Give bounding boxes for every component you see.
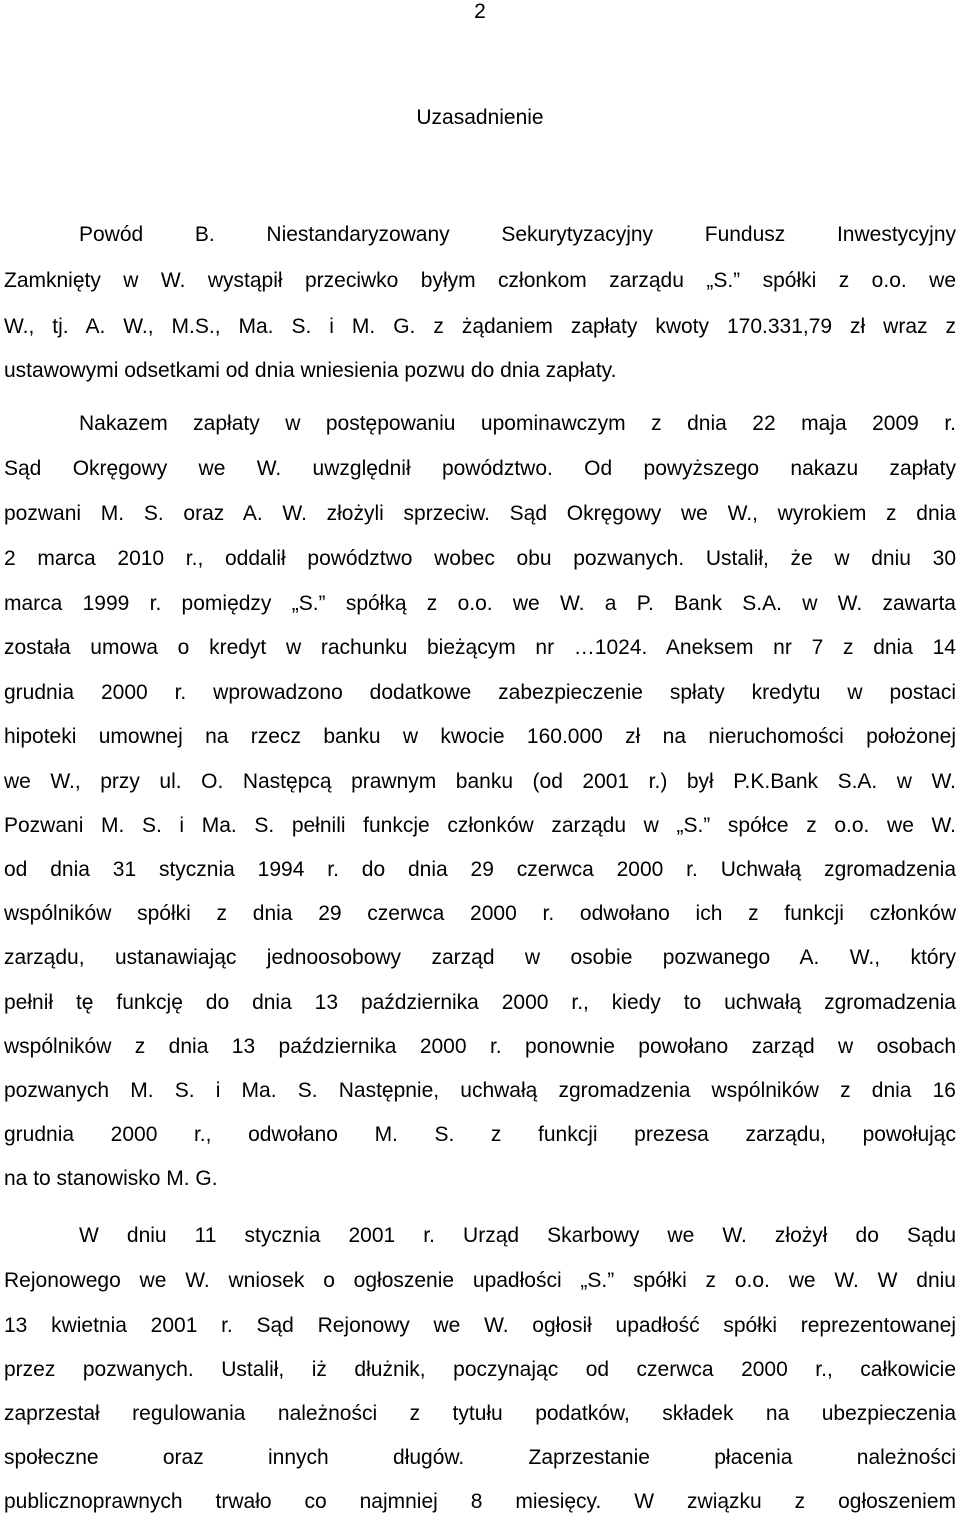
paragraph-2-line-6: została umowa o kredyt w rachunku bieżącym nr …1024. Aneksem nr 7 z dnia 14 — [4, 636, 956, 659]
paragraph-1-line-3: W., tj. A. W., M.S., Ma. S. i M. G. z żądaniem zapłaty kwoty 170.331,79 zł wraz z — [4, 315, 956, 338]
paragraph-2-line-14: pełnił tę funkcję do dnia 13 października 2000 r., kiedy to uchwałą zgromadzenia — [4, 991, 956, 1014]
paragraph-3-line-3: 13 kwietnia 2001 r. Sąd Rejonowy we W. ogłosił upadłość spółki reprezentowanej — [4, 1314, 956, 1337]
paragraph-3-line-5: zaprzestał regulowania należności z tytułu podatków, składek na ubezpieczenia — [4, 1402, 956, 1425]
paragraph-2-line-10: Pozwani M. S. i Ma. S. pełnili funkcje członków zarządu w „S.” spółce z o.o. we W. — [4, 814, 956, 837]
paragraph-1-line-4: ustawowymi odsetkami od dnia wniesienia pozwu do dnia zapłaty. — [4, 359, 617, 382]
paragraph-3-line-2: Rejonowego we W. wniosek o ogłoszenie upadłości „S.” spółki z o.o. we W. W dniu — [4, 1269, 956, 1292]
paragraph-2-line-13: zarządu, ustanawiając jednoosobowy zarząd w osobie pozwanego A. W., który — [4, 946, 956, 969]
paragraph-2-line-15: wspólników z dnia 13 października 2000 r. ponownie powołano zarząd w osobach — [4, 1035, 956, 1058]
paragraph-2-line-18: na to stanowisko M. G. — [4, 1167, 218, 1190]
paragraph-3-line-7: publicznoprawnych trwało co najmniej 8 miesięcy. W związku z ogłoszeniem — [4, 1490, 956, 1513]
paragraph-2-line-16: pozwanych M. S. i Ma. S. Następnie, uchwałą zgromadzenia wspólników z dnia 16 — [4, 1079, 956, 1102]
page-number: 2 — [474, 0, 486, 23]
paragraph-2-line-12: wspólników spółki z dnia 29 czerwca 2000 r. odwołano ich z funkcji członków — [4, 902, 956, 925]
paragraph-2-line-8: hipoteki umownej na rzecz banku w kwocie 160.000 zł na nieruchomości położonej — [4, 725, 956, 748]
paragraph-3-line-1: W dniu 11 stycznia 2001 r. Urząd Skarbowy we W. złożył do Sądu — [79, 1224, 956, 1247]
paragraph-2-line-4: 2 marca 2010 r., oddalił powództwo wobec obu pozwanych. Ustalił, że w dniu 30 — [4, 547, 956, 570]
paragraph-1-line-1: Powód B. Niestandaryzowany Sekurytyzacyjny Fundusz Inwestycyjny — [79, 223, 956, 246]
paragraph-3-line-6: społeczne oraz innych długów. Zaprzestanie płacenia należności — [4, 1446, 956, 1469]
paragraph-2-line-7: grudnia 2000 r. wprowadzono dodatkowe zabezpieczenie spłaty kredytu w postaci — [4, 681, 956, 704]
paragraph-1-line-2: Zamknięty w W. wystąpił przeciwko byłym członkom zarządu „S.” spółki z o.o. we — [4, 269, 956, 292]
paragraph-2-line-1: Nakazem zapłaty w postępowaniu upominawczym z dnia 22 maja 2009 r. — [79, 412, 956, 435]
document-heading: Uzasadnienie — [416, 106, 544, 129]
paragraph-2-line-11: od dnia 31 stycznia 1994 r. do dnia 29 czerwca 2000 r. Uchwałą zgromadzenia — [4, 858, 956, 881]
paragraph-2-line-9: we W., przy ul. O. Następcą prawnym banku (od 2001 r.) był P.K.Bank S.A. w W. — [4, 770, 956, 793]
paragraph-2-line-2: Sąd Okręgowy we W. uwzględnił powództwo. Od powyższego nakazu zapłaty — [4, 457, 956, 480]
paragraph-2-line-3: pozwani M. S. oraz A. W. złożyli sprzeciw. Sąd Okręgowy we W., wyrokiem z dnia — [4, 502, 956, 525]
paragraph-3-line-4: przez pozwanych. Ustalił, iż dłużnik, poczynając od czerwca 2000 r., całkowicie — [4, 1358, 956, 1381]
paragraph-2-line-17: grudnia 2000 r., odwołano M. S. z funkcji prezesa zarządu, powołując — [4, 1123, 956, 1146]
paragraph-2-line-5: marca 1999 r. pomiędzy „S.” spółką z o.o. we W. a P. Bank S.A. w W. zawarta — [4, 592, 956, 615]
